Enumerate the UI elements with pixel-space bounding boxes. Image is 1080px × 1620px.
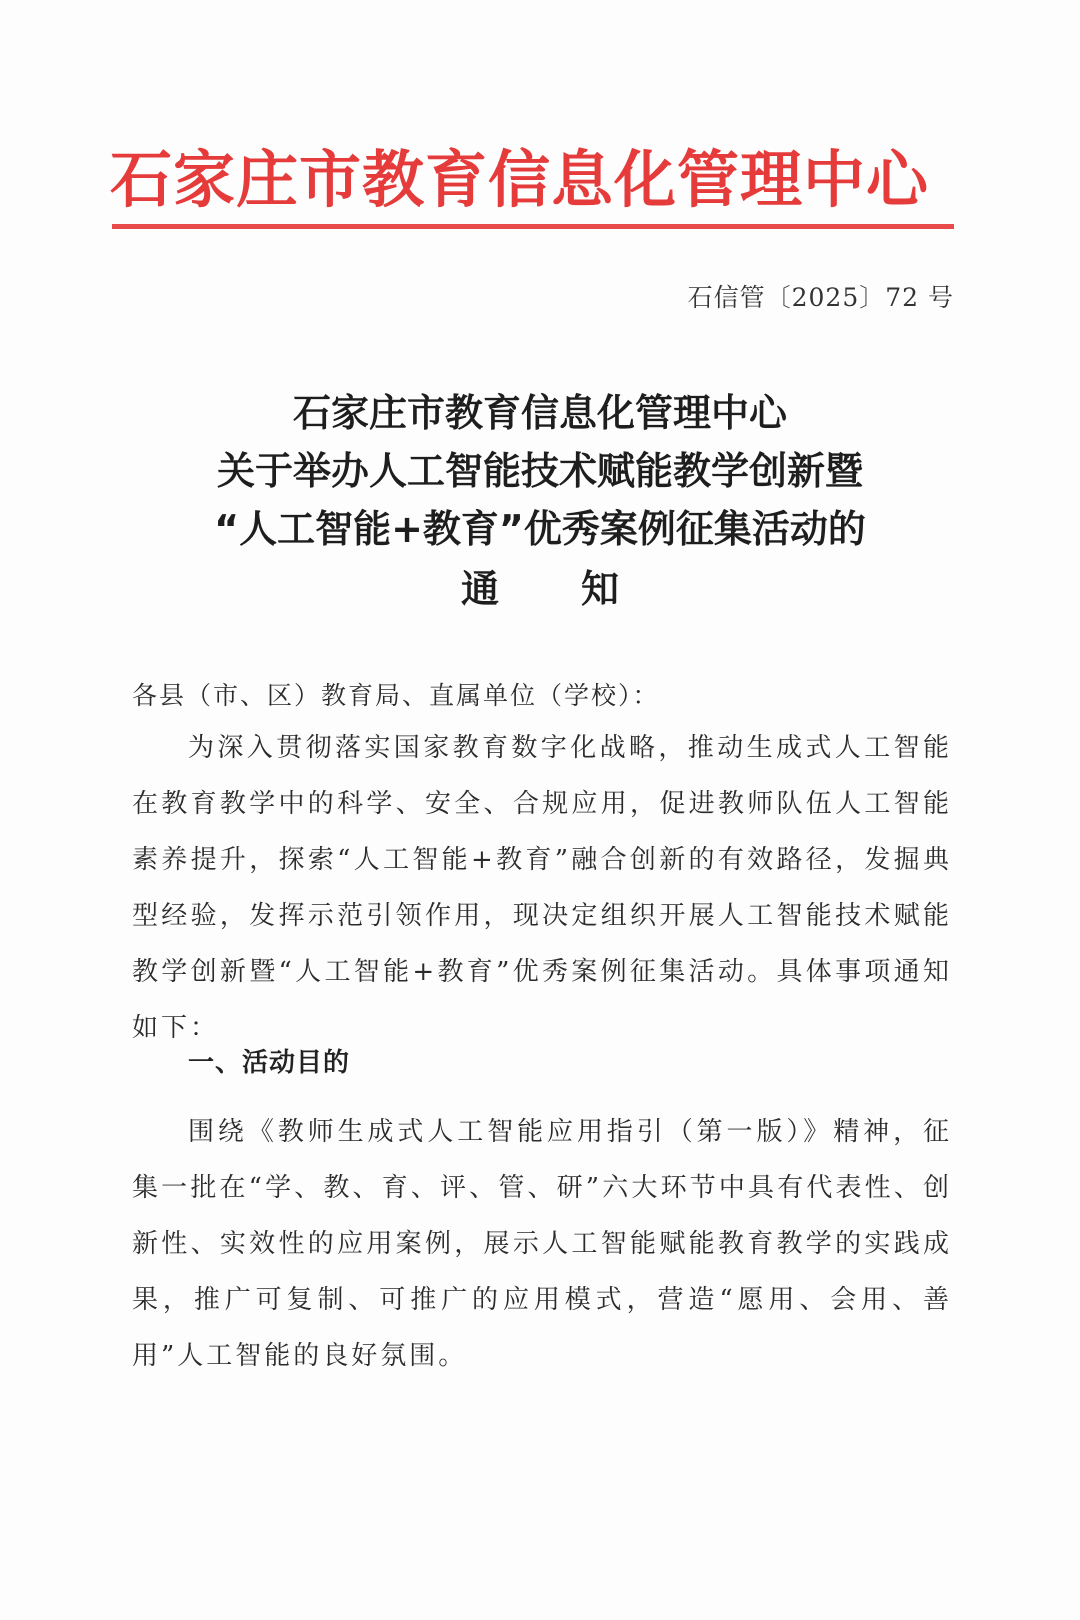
letterhead-red-rule	[112, 224, 954, 229]
letterhead-org-name: 石家庄市教育信息化管理中心	[110, 143, 930, 216]
title-line-2: 关于举办人工智能技术赋能教学创新暨	[216, 449, 863, 493]
title-line-1: 石家庄市教育信息化管理中心	[292, 391, 787, 435]
salutation: 各县（市、区）教育局、直属单位（学校）：	[132, 681, 660, 710]
document-number: 石信管〔2025〕72 号	[687, 283, 954, 312]
intro-paragraph: 为深入贯彻落实国家教育数字化战略，推动生成式人工智能在教育教学中的科学、安全、合规应用，促进教师队伍人工智能素养提升，探索“人工智能+教育”融合创新的有效路径，发掘典型经验，发挥示范引领作用，现决定组织开展人工智能技术赋能教学创新暨“人工智能+教育”优秀案例征集活动。具体事项通知如下：	[132, 733, 952, 1043]
title-line-3: “人工智能+教育”优秀案例征集活动的	[214, 507, 866, 551]
section-heading-purpose: 一、活动目的	[188, 1048, 351, 1078]
document-title	[110, 384, 970, 618]
section-purpose-paragraph: 围绕《教师生成式人工智能应用指引（第一版）》精神，征集一批在“学、教、育、评、管、研”六大环节中具有代表性、创新性、实效性的应用案例，展示人工智能赋能教育教学的实践成果，推广可复制、可推广的应用模式，营造“愿用、会用、善用”人工智能的良好氛围。	[132, 1117, 952, 1371]
title-line-notice: 通知	[460, 567, 701, 611]
